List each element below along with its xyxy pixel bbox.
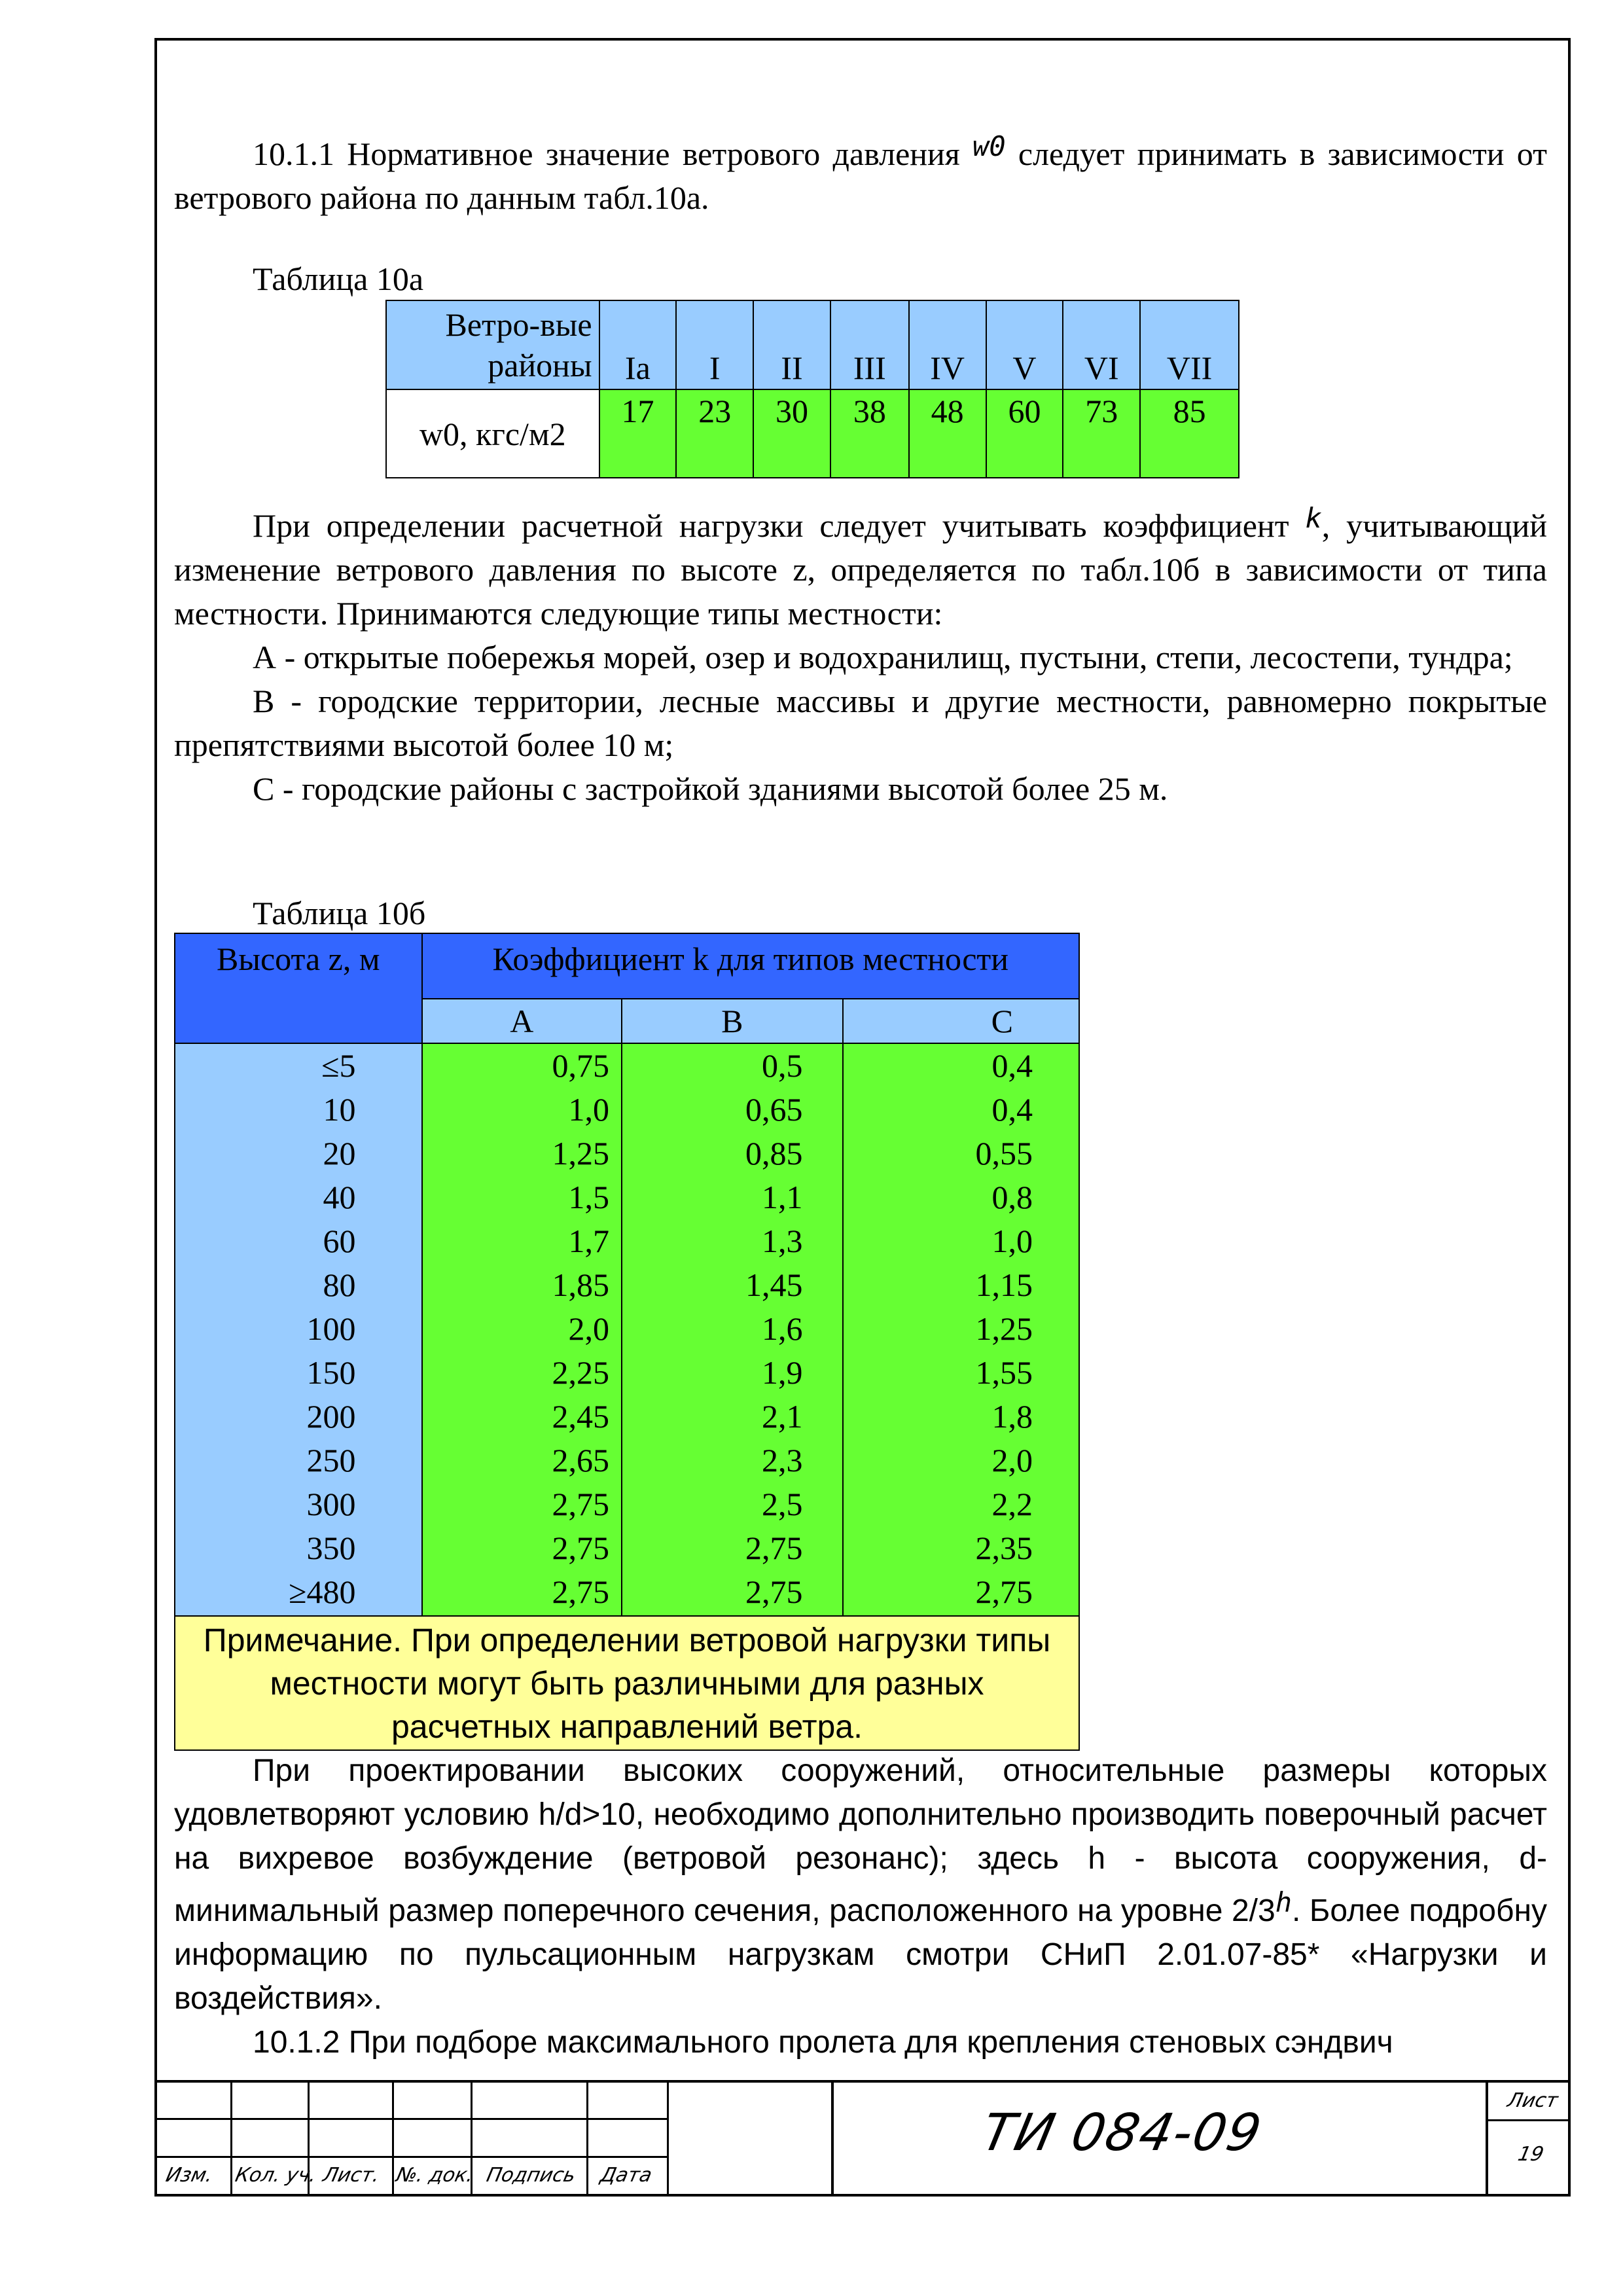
w0-value: 38	[830, 389, 909, 478]
coef-c-value: 0,4	[991, 1047, 1033, 1084]
coef-a-value: 2,75	[552, 1486, 609, 1522]
coef-a-value: 1,0	[568, 1091, 609, 1128]
para2-tail: , учитывающий изменение ветрового давления по высоте z, определяется по табл.10б в зависимости от типа местности. Принимаются следующие типы местности:	[174, 507, 1547, 632]
coef-c-value: 0,4	[991, 1091, 1033, 1128]
w0-symbol: w0	[972, 130, 1006, 162]
coef-a-value: 2,25	[552, 1354, 609, 1391]
coef-b-value: 1,6	[762, 1310, 803, 1347]
w0-value: 85	[1140, 389, 1239, 478]
region-cell: I	[676, 300, 753, 389]
region-cell: II	[753, 300, 830, 389]
stamp-list: Лист.	[321, 2164, 382, 2187]
col-b-header: В	[622, 999, 843, 1043]
col-a-header: А	[422, 999, 622, 1043]
para3-tail: . Более подробну информацию по пульсационным нагрузкам смотри СНиП 2.01.07-85* «Нагрузки и воздействия».	[174, 1893, 1548, 2016]
stamp-signature: Подпись	[484, 2164, 578, 2187]
w0-value: 48	[909, 389, 986, 478]
regions-header: Ветро-вые районы	[386, 300, 599, 389]
stamp-izm: Изм.	[164, 2164, 215, 2187]
coef-a-value: 2,75	[552, 1573, 609, 1610]
height-value: 150	[306, 1354, 356, 1391]
para3-lead: При проектировании высоких сооружений, относительные размеры которых удовлетворяют условию h/d>10, необходимо дополнительно производить поверочный расчет на вихревое возбуждение (ветровой резонанс); здесь h - высота сооружения, d- минимальный размер поперечного сечения, расположенного на уровне 2/3	[174, 1753, 1547, 1928]
terrain-c: С - городские районы с застройкой зданиями высотой более 25 м.	[253, 770, 1168, 807]
paragraph-10-1-1	[174, 124, 1547, 220]
coef-c-value: 1,0	[991, 1223, 1033, 1259]
coef-c-value: 0,8	[991, 1179, 1033, 1215]
w0-value: 30	[753, 389, 830, 478]
paragraph-high-structures	[174, 1749, 1547, 2064]
table-10a	[385, 300, 1240, 478]
height-value: 60	[323, 1223, 356, 1259]
terrain-a: А - открытые побережья морей, озер и водохранилищ, пустыни, степи, лесостепи, тундра;	[253, 639, 1513, 675]
coef-b-value: 0,85	[745, 1135, 803, 1172]
sheet-number: 19	[1516, 2143, 1546, 2166]
height-value: ≥480	[289, 1573, 356, 1610]
height-value: 200	[306, 1398, 356, 1435]
para1-lead: 10.1.1 Нормативное значение ветрового давления	[253, 135, 960, 172]
col-c-header: С	[843, 999, 1080, 1043]
coef-b-column	[622, 1043, 843, 1616]
coef-c-value: 0,55	[975, 1135, 1033, 1172]
coef-b-value: 2,75	[745, 1530, 803, 1566]
height-value: 20	[323, 1135, 356, 1172]
coef-b-value: 1,3	[762, 1223, 803, 1259]
height-value: 250	[306, 1442, 356, 1479]
height-value: 100	[306, 1310, 356, 1347]
coef-header: Коэффициент k для типов местности	[422, 933, 1079, 999]
coef-c-value: 1,25	[975, 1310, 1033, 1347]
region-cell: V	[986, 300, 1063, 389]
coef-b-value: 2,75	[745, 1573, 803, 1610]
coef-c-value: 1,55	[975, 1354, 1033, 1391]
coef-b-value: 1,1	[762, 1179, 803, 1215]
coef-a-value: 2,65	[552, 1442, 609, 1479]
paragraph-terrain	[174, 496, 1547, 811]
w0-row-label: w0, кгс/м2	[386, 389, 599, 478]
paragraph-10-1-2: 10.1.2 При подборе максимального пролета для крепления стеновых сэндвич	[253, 2025, 1393, 2060]
table-10b-caption: Таблица 10б	[253, 895, 426, 931]
coef-c-value: 1,8	[991, 1398, 1033, 1435]
region-cell: VI	[1063, 300, 1140, 389]
coef-b-value: 1,9	[762, 1354, 803, 1391]
para2-lead: При определении расчетной нагрузки следует учитывать коэффициент	[253, 507, 1289, 544]
table-10a-caption: Таблица 10а	[253, 260, 424, 297]
para1-tail: следует принимать в зависимости от ветрового района по данным табл.10а.	[174, 135, 1547, 216]
height-header: Высота z, м	[175, 933, 422, 1043]
coef-c-value: 2,75	[975, 1573, 1033, 1610]
w0-value: 23	[676, 389, 753, 478]
stamp-date: Дата	[598, 2164, 654, 2187]
coef-a-value: 1,5	[568, 1179, 609, 1215]
height-value: 80	[323, 1266, 356, 1303]
table-10b	[174, 933, 1080, 1751]
coef-a-value: 1,85	[552, 1266, 609, 1303]
coef-c-value: 1,15	[975, 1266, 1033, 1303]
terrain-b: В - городские территории, лесные массивы и другие местности, равномерно покрытые препятствиями высотой более 10 м;	[174, 683, 1547, 763]
coef-a-value: 2,75	[552, 1530, 609, 1566]
region-cell: IV	[909, 300, 986, 389]
table-10b-note: Примечание. При определении ветровой нагрузки типы местности могут быть различными для разных расчетных направлений ветра.	[175, 1616, 1079, 1750]
h-symbol: h	[1275, 1886, 1292, 1918]
coef-a-column	[422, 1043, 622, 1616]
w0-value: 73	[1063, 389, 1140, 478]
height-column	[175, 1043, 422, 1616]
coef-b-value: 2,3	[762, 1442, 803, 1479]
stamp-kol-uch: Кол. уч.	[233, 2164, 319, 2187]
coef-b-value: 0,65	[745, 1091, 803, 1128]
sheet-label: Лист	[1505, 2089, 1560, 2112]
coef-b-value: 2,5	[762, 1486, 803, 1522]
stamp-doc-no: №. док.	[394, 2164, 476, 2187]
region-cell: III	[830, 300, 909, 389]
coef-a-value: 2,0	[568, 1310, 609, 1347]
height-value: ≤5	[321, 1047, 356, 1084]
document-code: ТИ 084-09	[976, 2104, 1268, 2162]
region-cell: VII	[1140, 300, 1239, 389]
coef-a-value: 0,75	[552, 1047, 609, 1084]
height-value: 350	[306, 1530, 356, 1566]
coef-c-column	[843, 1043, 1080, 1616]
height-value: 10	[323, 1091, 356, 1128]
coef-c-value: 2,35	[975, 1530, 1033, 1566]
coef-a-value: 1,7	[568, 1223, 609, 1259]
coef-a-value: 1,25	[552, 1135, 609, 1172]
height-value: 40	[323, 1179, 356, 1215]
title-block	[154, 2080, 1571, 2197]
w0-value: 60	[986, 389, 1063, 478]
w0-value: 17	[599, 389, 677, 478]
k-symbol: k	[1305, 502, 1322, 534]
region-cell: Ia	[599, 300, 677, 389]
coef-a-value: 2,45	[552, 1398, 609, 1435]
coef-b-value: 0,5	[762, 1047, 803, 1084]
coef-c-value: 2,2	[991, 1486, 1033, 1522]
height-value: 300	[306, 1486, 356, 1522]
coef-c-value: 2,0	[991, 1442, 1033, 1479]
coef-b-value: 1,45	[745, 1266, 803, 1303]
coef-b-value: 2,1	[762, 1398, 803, 1435]
